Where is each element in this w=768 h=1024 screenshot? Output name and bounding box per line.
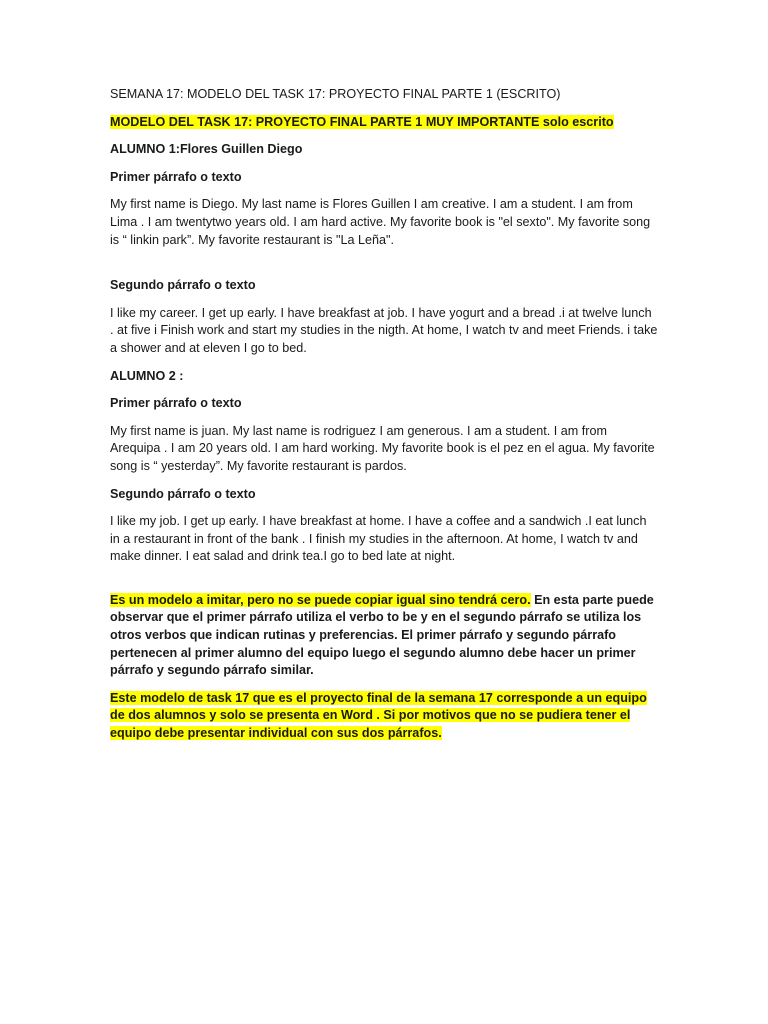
student-2-first-paragraph: My first name is juan. My last name is rodriguez I am generous. I am a student. I am from Arequipa . I am 20 years old. I am hard working. My favorite book is el pez en el agua. My favorite song is “ yesterday”. My favorite restaurant is pardos. [110, 423, 655, 473]
instruction-note-1-text: En esta parte puede observar que el primer párrafo utiliza el verbo to be y en el segundo párrafo se utiliza los otros verbos que indican rutinas y preferencias. El primer párrafo y segundo párrafo pertenecen al primer alumno del equipo luego el segundo alumno debe hacer un primer párrafo y segundo párrafo similar. [110, 592, 654, 678]
instruction-note-1 [110, 592, 658, 680]
student-2-first-paragraph-heading: Primer párrafo o texto [110, 396, 242, 411]
instruction-note-2 [110, 690, 658, 743]
highlighted-title [110, 114, 658, 132]
student-1-second-paragraph-heading: Segundo párrafo o texto [110, 278, 256, 293]
instruction-note-1-highlight: Es un modelo a imitar, pero no se puede copiar igual sino tendrá cero. [110, 592, 531, 607]
document-page [110, 86, 658, 753]
highlighted-title-text: MODELO DEL TASK 17: PROYECTO FINAL PARTE 1 MUY IMPORTANTE solo escrito [110, 114, 614, 129]
student-1-first-paragraph: My first name is Diego. My last name is Flores Guillen I am creative. I am a student. I am from Lima . I am twentytwo years old. I am hard active. My favorite book is "el sexto". My favorite song is “ linkin park”. My favorite restaurant is "La Leña". [110, 197, 651, 247]
student-1-first-paragraph-heading: Primer párrafo o texto [110, 169, 242, 184]
student-1-second-paragraph: I like my career. I get up early. I have breakfast at job. I have yogurt and a bread .i at twelve lunch . at five i Finish work and start my studies in the nigth. At home, I watch tv and meet Friends. i take a shower and at eleven I go to bed. [110, 305, 658, 355]
student-2-second-paragraph: I like my job. I get up early. I have breakfast at home. I have a coffee and a sandwich .I eat lunch in a restaurant in front of the bank . I finish my studies in the afternoon. At home, I watch tv and make dinner. I eat salad and drink tea.I go to bed late at night. [110, 514, 647, 564]
student-1-heading: ALUMNO 1:Flores Guillen Diego [110, 142, 303, 157]
student-2-second-paragraph-heading: Segundo párrafo o texto [110, 486, 256, 501]
student-2-heading: ALUMNO 2 : [110, 368, 184, 383]
instruction-note-2-highlight: Este modelo de task 17 que es el proyecto final de la semana 17 corresponde a un equipo de dos alumnos y solo se presenta en Word . Si por motivos que no se pudiera tener el equipo debe presentar individual con sus dos párrafos. [110, 690, 647, 741]
week-title: SEMANA 17: MODELO DEL TASK 17: PROYECTO FINAL PARTE 1 (ESCRITO) [110, 87, 561, 101]
